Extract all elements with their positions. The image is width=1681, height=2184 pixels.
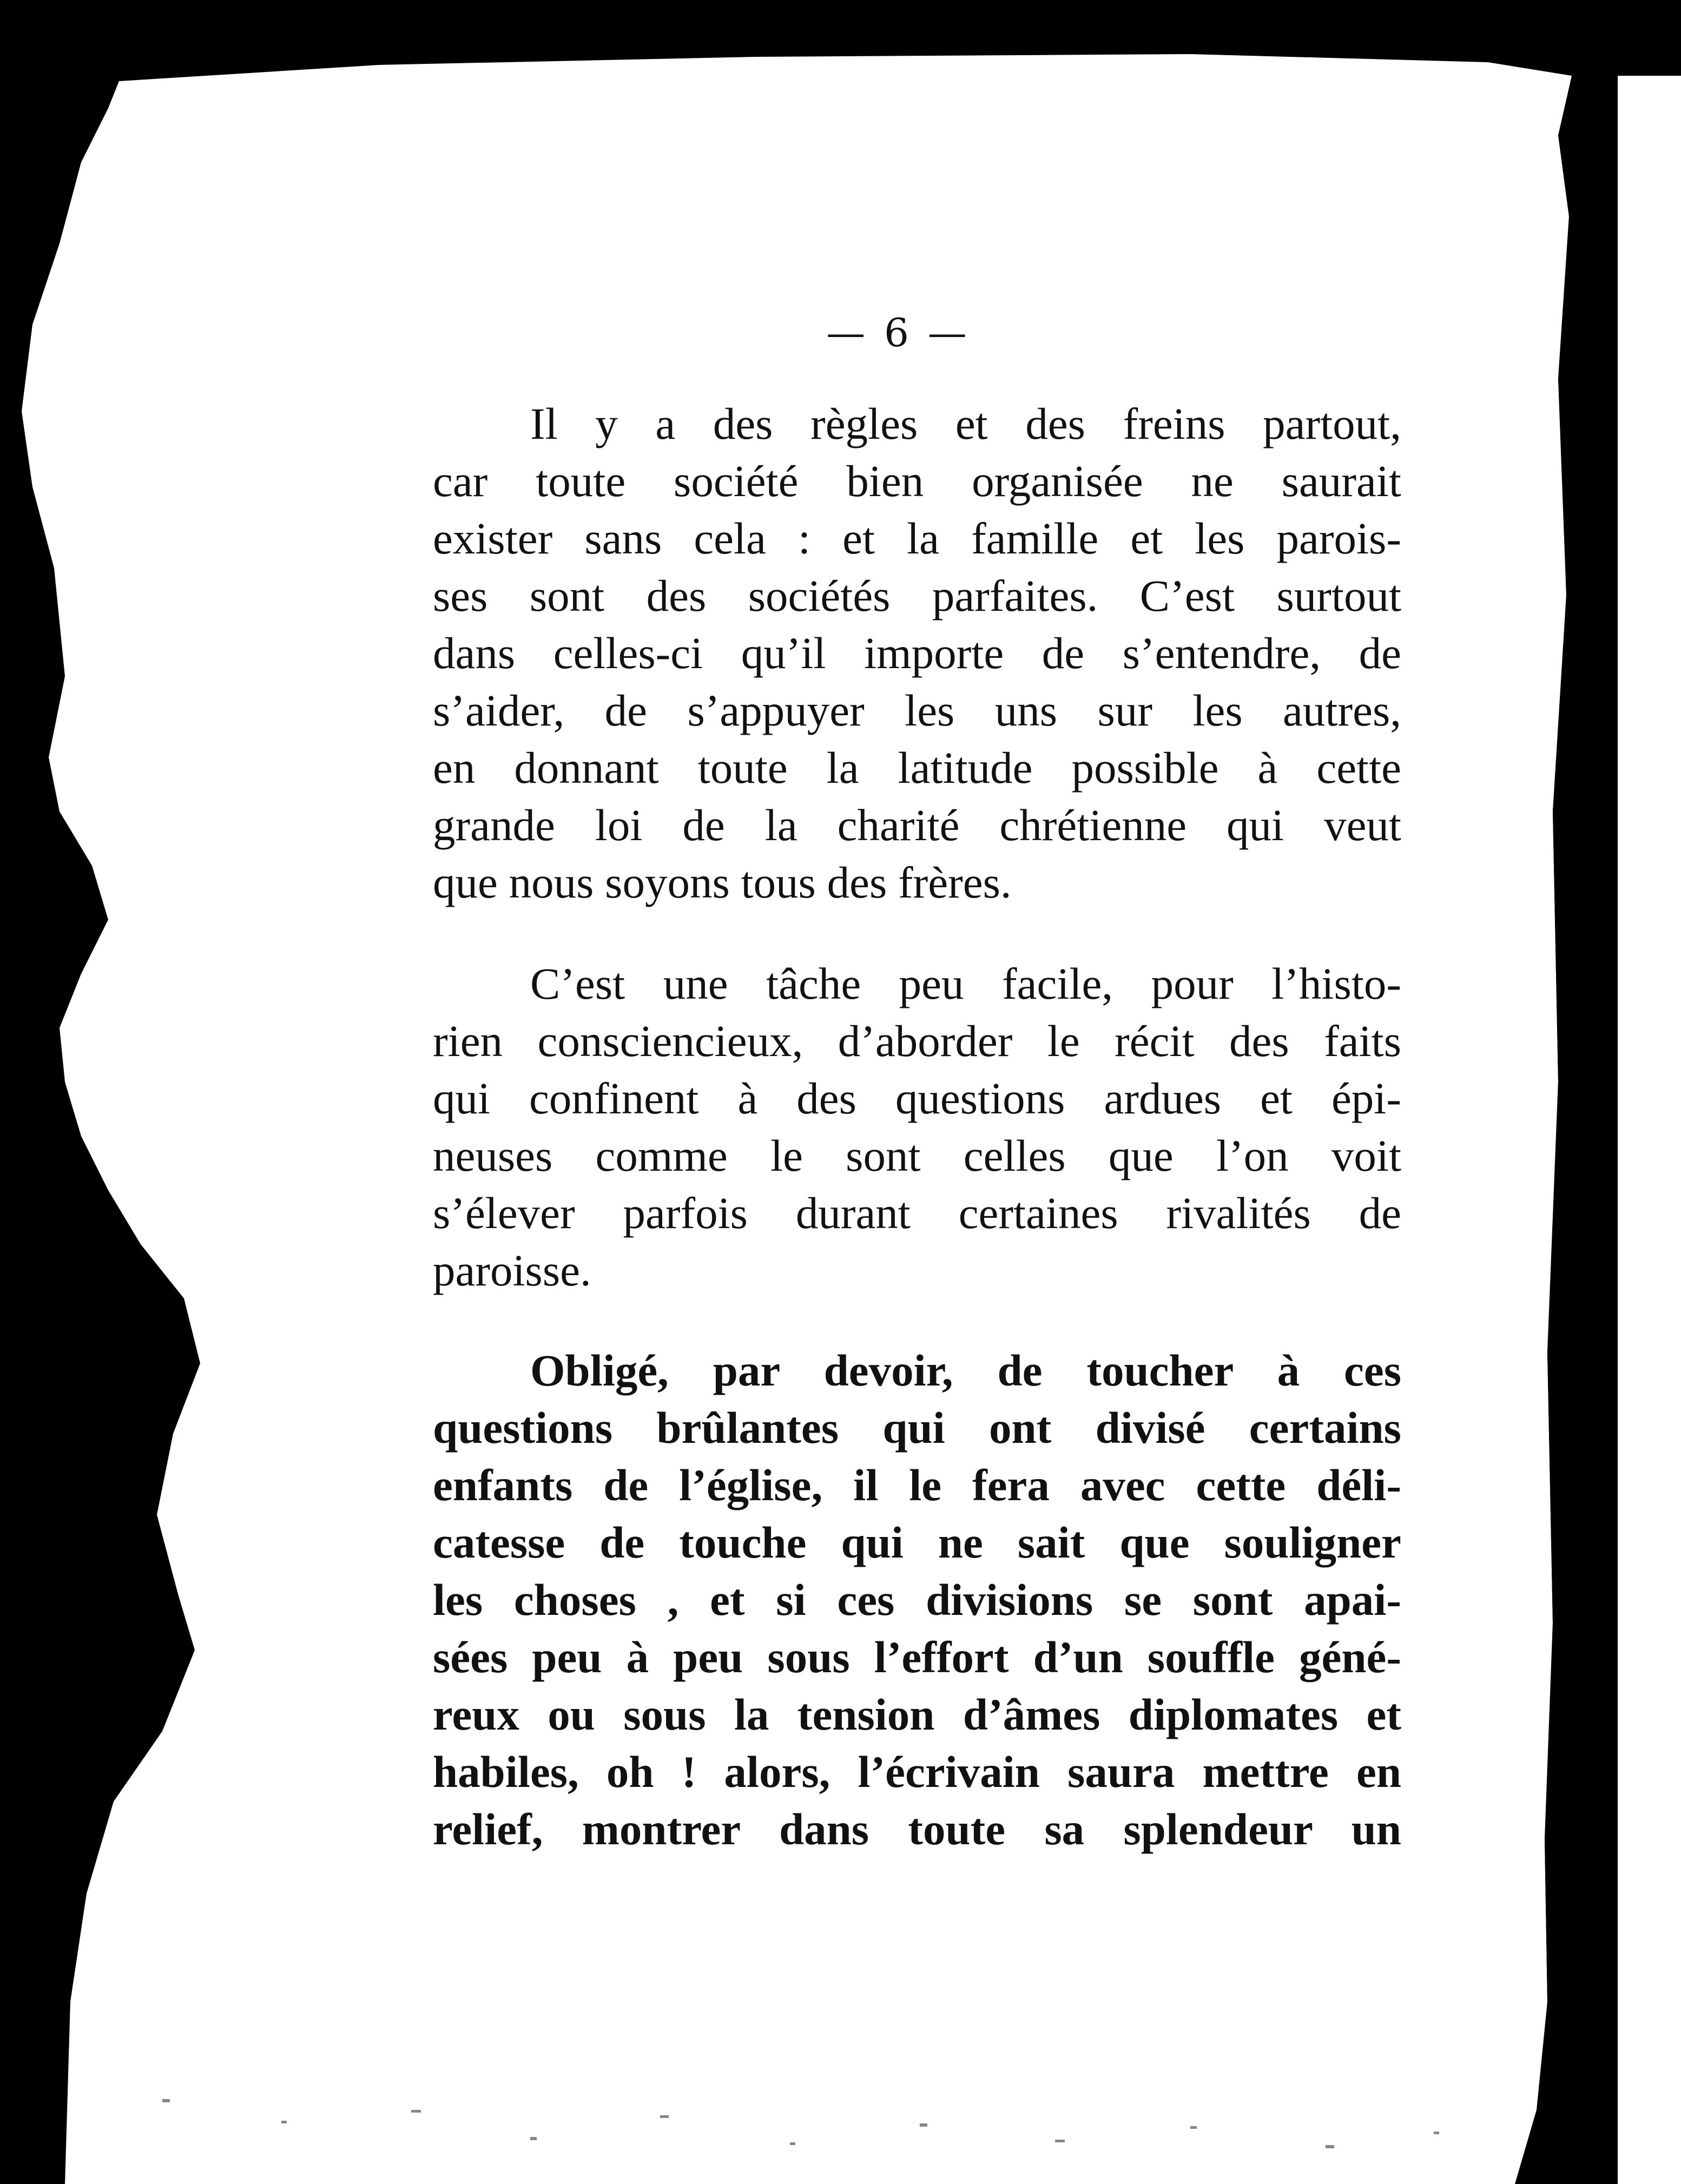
text-line: catesse de touche qui ne sait que souligner	[433, 1517, 1401, 1567]
text-line: sées peu à peu sous l’effort d’un souffle géné-	[433, 1632, 1401, 1682]
text-line: Obligé, par devoir, de toucher à ces	[530, 1345, 1401, 1395]
text-line: dans celles-ci qu’il importe de s’entendre, de	[433, 628, 1401, 678]
text-line: C’est une tâche peu facile, pour l’histo-	[530, 959, 1401, 1008]
text-line: exister sans cela : et la famille et les parois-	[433, 513, 1401, 563]
text-line: grande loi de la charité chrétienne qui veut	[433, 800, 1401, 850]
text-line: s’élever parfois durant certaines rivalités de	[433, 1188, 1401, 1238]
text-line: car toute société bien organisée ne saurait	[433, 456, 1401, 506]
text-line: enfants de l’église, il le fera avec cette déli-	[433, 1460, 1401, 1510]
text-line: rien consciencieux, d’aborder le récit des faits	[433, 1016, 1401, 1066]
text-line: ses sont des sociétés parfaites. C’est surtout	[433, 571, 1401, 621]
text-line: paroisse.	[433, 1245, 591, 1295]
text-line: neuses comme le sont celles que l’on voit	[433, 1131, 1401, 1180]
text-line: reux ou sous la tension d’âmes diplomates et	[433, 1690, 1401, 1739]
text-line: qui confinent à des questions ardues et épi-	[433, 1073, 1401, 1123]
text-line: relief, montrer dans toute sa splendeur un	[433, 1804, 1401, 1854]
text-line: Il y a des règles et des freins partout,	[530, 399, 1401, 448]
paragraph-3	[433, 1342, 1401, 1858]
text-line: questions brûlantes qui ont divisé certains	[433, 1403, 1401, 1453]
text-line: que nous soyons tous des frères.	[433, 857, 1012, 907]
text-line: s’aider, de s’appuyer les uns sur les autres,	[433, 685, 1401, 735]
text-line: habiles, oh ! alors, l’écrivain saura mettre en	[433, 1747, 1401, 1797]
paragraph-1	[433, 395, 1401, 911]
paragraph-2	[433, 955, 1401, 1299]
text-line: les choses , et si ces divisions se sont apai-	[433, 1575, 1401, 1625]
text-line: en donnant toute la latitude possible à cette	[433, 743, 1401, 793]
page-number: — 6 —	[826, 310, 970, 355]
